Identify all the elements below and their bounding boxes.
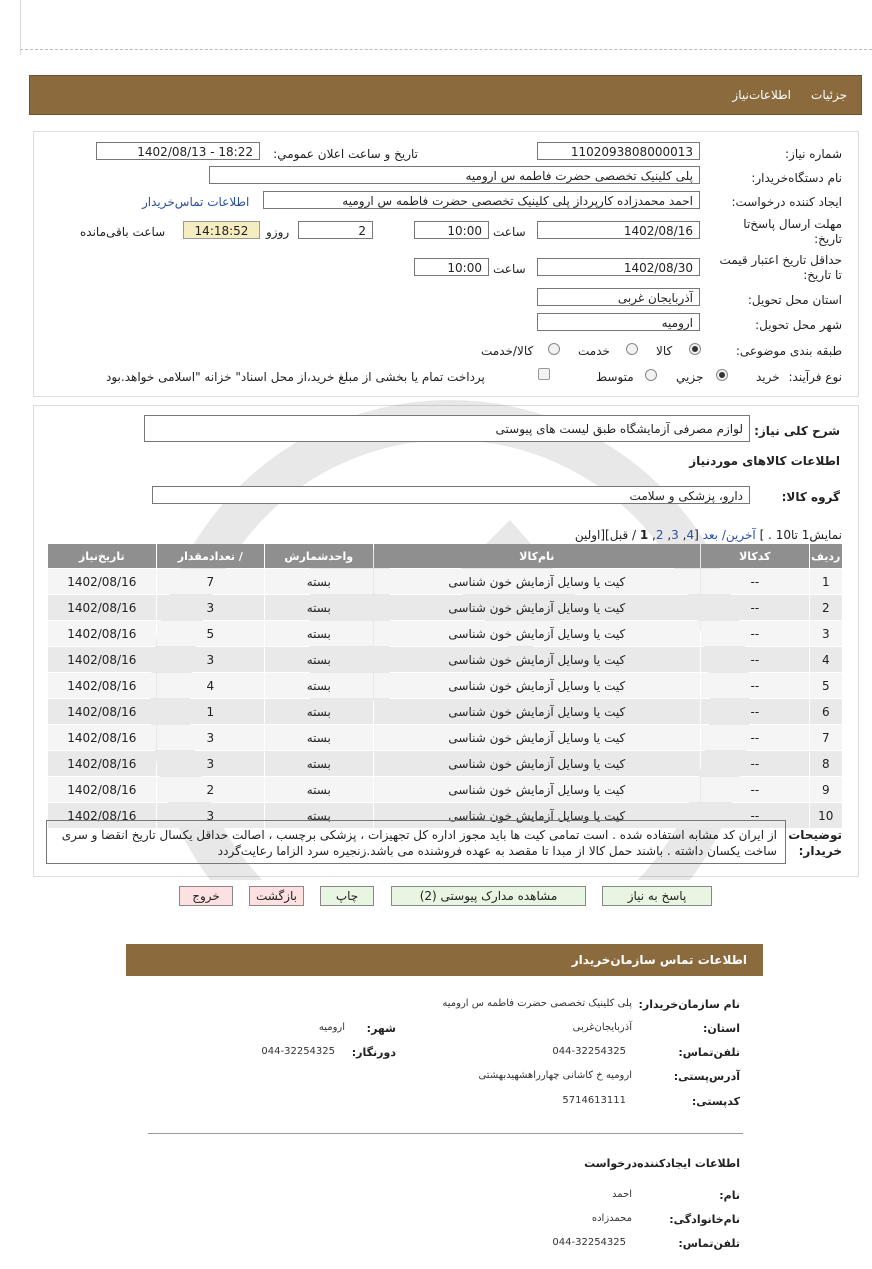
creator-field: احمد محمدزاده کارپرداز پلی کلینیک تخصصی حضرت فاطمه س ارومیه [263,191,700,209]
cell-unit: بسته [265,803,372,828]
day-label: روزو [266,225,290,239]
cell-date: 1402/08/16 [48,803,156,828]
notes-field: از ایران کد مشابه استفاده شده . است تمامی کیت ها باید مجوز اداره کل تجهیزات ، پزشکی برچسب ، اصالت حداقل یکسال تاریخ انقضا و سری ساخت یکسان داشته . باشند حمل کالا از مبدا تا مقصد به عهده فروشنده می باشد.زنجیره سرد الزاما رعایت‌گردد [46,820,786,864]
cell-unit: بسته [265,621,372,646]
category-label: طبقه بندی موضوعی: [735,344,842,358]
table-row [48,751,842,776]
reply-button[interactable]: پاسخ به نیاز [602,886,712,906]
contact-org: پلی کلینیک تخصصی حضرت فاطمه س ارومیه [442,998,632,1009]
cell-date: 1402/08/16 [48,569,156,594]
cell-row: 4 [810,647,842,672]
desc-field: لوازم مصرفی آزمایشگاه طبق لیست های پیوستی [144,415,750,442]
cell-date: 1402/08/16 [48,595,156,620]
table-row [48,647,842,672]
cell-unit: بسته [265,751,372,776]
validity-date-field: 1402/08/30 [537,258,700,276]
cell-row: 3 [810,621,842,646]
process-label: نوع فرآیند: [788,370,842,384]
contact-phone: 044-32254325 [552,1046,626,1057]
validity-label: حداقل تاریخ اعتبار قیمت تا تاریخ: [719,253,842,282]
cell-qty: 3 [157,595,264,620]
process-radio-medium[interactable] [645,369,657,381]
col-date: تاریخ‌نیاز [48,544,156,568]
pager-page-2[interactable]: 2 [655,528,664,542]
contact-fax: 044-32254325 [261,1046,335,1057]
province-label: استان محل تحویل: [747,293,842,307]
pager-current-page: 1 [639,528,649,542]
table-header-row [48,544,842,568]
creator-info-title: اطلاعات ایجادکننده‌درخواست [584,1157,740,1170]
creator-name: احمد [612,1189,632,1200]
process-option-medium: متوسط [596,370,634,384]
cell-qty: 3 [157,751,264,776]
creator-phone-label: تلفن‌تماس: [678,1237,740,1250]
creator-phone: 044-32254325 [552,1237,626,1248]
cell-row: 2 [810,595,842,620]
cell-name: کیت یا وسایل آزمایش خون شناسی [374,647,701,672]
col-name: نام‌کالا [374,544,701,568]
contact-address-label: آدرس‌پستی: [673,1070,740,1083]
cell-unit: بسته [265,647,372,672]
deadline-date-field: 1402/08/16 [537,221,700,239]
cell-unit: بسته [265,569,372,594]
cell-qty: 1 [157,699,264,724]
contact-divider [148,1133,743,1134]
process-radio-partial[interactable] [716,369,728,381]
buyer-contact-link[interactable]: اطلاعات تماس‌خریدار [142,195,250,209]
cell-qty: 7 [157,569,264,594]
cell-qty: 4 [157,673,264,698]
cell-qty: 3 [157,803,264,828]
pager-page-4[interactable]: 4 [686,528,695,542]
need-number-label: شماره نیاز: [785,147,842,161]
tab-need-info[interactable]: اطلاعات‌نیاز [732,88,791,102]
category-radio-service[interactable] [626,343,638,355]
cell-name: کیت یا وسایل آزمایش خون شناسی [374,777,701,802]
cell-unit: بسته [265,673,372,698]
contact-city: ارومیه [318,1022,345,1033]
col-unit: واحدشمارش [265,544,372,568]
table-row [48,673,842,698]
group-field: دارو، پزشکی و سلامت [152,486,750,504]
validity-time-field: 10:00 [414,258,489,276]
print-button[interactable]: چاپ [320,886,374,906]
cell-name: کیت یا وسایل آزمایش خون شناسی [374,803,701,828]
cell-code: -- [701,803,808,828]
deadline-label: مهلت ارسال پاسخ‌تا تاریخ: [743,217,842,246]
process-option-partial: جزیي [676,370,704,384]
category-option-goods: کالا [656,344,673,358]
remaining-timer: 14:18:52 [183,221,260,239]
cell-row: 7 [810,725,842,750]
view-documents-button[interactable]: مشاهده مدارک پیوستی (2) [391,886,586,906]
notes-label: توضیحات خریدار: [788,828,842,858]
announce-label: تاریخ و ساعت اعلان عمومي: [273,147,418,161]
contact-province: آذربایجان‌غربی [572,1022,632,1033]
col-qty: / تعدادمقدار [157,544,264,568]
category-radio-goods[interactable] [689,343,701,355]
table-row [48,621,842,646]
cell-date: 1402/08/16 [48,777,156,802]
table-row [48,595,842,620]
cell-code: -- [701,751,808,776]
pager-page-3[interactable]: 3 [671,528,679,542]
goods-table [47,543,843,829]
cell-name: کیت یا وسایل آزمایش خون شناسی [374,595,701,620]
cell-date: 1402/08/16 [48,647,156,672]
table-row [48,777,842,802]
creator-name-label: نام: [719,1189,740,1202]
cell-date: 1402/08/16 [48,621,156,646]
contact-province-label: استان: [703,1022,740,1035]
table-row [48,725,842,750]
pager: نمایش1 تا10 . ] آخرین/ بعد [4, 3, 2, 1 / قبل][اولین [574,528,842,542]
cell-date: 1402/08/16 [48,725,156,750]
contact-postal: 5714613111 [562,1095,626,1106]
cell-name: کیت یا وسایل آزمایش خون شناسی [374,725,701,750]
desc-label: شرح کلی نیاز: [754,424,840,438]
city-label: شهر محل تحویل: [755,318,842,332]
cell-code: -- [701,621,808,646]
cell-unit: بسته [265,725,372,750]
contact-header [126,944,763,976]
cell-unit: بسته [265,595,372,620]
cell-row: 1 [810,569,842,594]
left-border [20,0,21,55]
cell-code: -- [701,699,808,724]
category-option-service: خدمت [578,344,610,358]
category-radio-both[interactable] [548,343,560,355]
cell-qty: 5 [157,621,264,646]
cell-code: -- [701,777,808,802]
deadline-time-field: 10:00 [414,221,489,239]
cell-qty: 3 [157,647,264,672]
goods-info-title: اطلاعات کالاهای موردنیاز [689,454,840,468]
top-divider [20,49,872,50]
table-row [48,699,842,724]
days-field: 2 [298,221,373,239]
cell-code: -- [701,673,808,698]
cell-name: کیت یا وسایل آزمایش خون شناسی [374,673,701,698]
cell-qty: 2 [157,777,264,802]
remaining-label: ساعت باقی‌مانده [80,225,166,239]
cell-row: 10 [810,803,842,828]
col-row: ردیف [810,544,842,568]
cell-name: کیت یا وسایل آزمایش خون شناسی [374,699,701,724]
treasury-payment-checkbox[interactable] [538,368,550,380]
creator-family-label: نام‌خانوادگی: [669,1213,740,1226]
city-field: ارومیه [537,313,700,331]
cell-date: 1402/08/16 [48,751,156,776]
creator-label: ایجاد کننده درخواست: [731,195,842,209]
contact-city-label: شهر: [366,1022,396,1035]
buyer-org-field: پلی کلینیک تخصصی حضرت فاطمه س ارومیه [209,166,700,184]
cell-qty: 3 [157,725,264,750]
exit-button[interactable]: خروج [179,886,233,906]
pager-bracket-open: [ [694,528,699,542]
cell-code: -- [701,647,808,672]
announce-field: 1402/08/13 - 18:22 [96,142,260,160]
treasury-payment-note: پرداخت تمام یا بخشی از مبلغ خرید،از محل اسناد" خزانه "اسلامی خواهد.بود [106,370,485,384]
cell-name: کیت یا وسایل آزمایش خون شناسی [374,569,701,594]
pager-show: نمایش1 تا10 . ] [759,528,842,542]
cell-code: -- [701,725,808,750]
details-header [29,75,862,115]
col-code: کدکالا [701,544,808,568]
contact-title: اطلاعات تماس سازمان‌خریدار [571,953,747,967]
tab-details[interactable]: جزئیات [811,88,847,102]
cell-date: 1402/08/16 [48,699,156,724]
pager-last-next[interactable]: آخرین/ بعد [702,528,756,542]
category-option-both: کالا/خدمت [481,344,534,358]
cell-unit: بسته [265,699,372,724]
contact-postal-label: کدپستی: [691,1095,740,1108]
province-field: آذربایجان غربی [537,288,700,306]
contact-phone-label: تلفن‌تماس: [678,1046,740,1059]
cell-unit: بسته [265,777,372,802]
cell-row: 8 [810,751,842,776]
cell-name: کیت یا وسایل آزمایش خون شناسی [374,621,701,646]
cell-name: کیت یا وسایل آزمایش خون شناسی [374,751,701,776]
group-label: گروه کالا: [781,490,840,504]
contact-address: ارومیه خ کاشانی چهارراهشهیدبهشتی [478,1070,632,1081]
contact-org-label: نام سازمان‌خریدار: [638,998,740,1011]
process-option-purchase: خرید [756,370,780,384]
validity-hour-label: ساعت [493,262,526,276]
contact-fax-label: دورنگار: [351,1046,396,1059]
cell-code: -- [701,595,808,620]
back-button[interactable]: بازگشت [249,886,304,906]
cell-row: 6 [810,699,842,724]
goods-table-wrap [47,543,843,829]
pager-prev-first[interactable]: / قبل][اولین [574,528,637,542]
buyer-org-label: نام دستگاه‌خریدار: [751,171,842,185]
creator-family: محمدزاده [591,1213,632,1224]
deadline-hour-label: ساعت [493,225,526,239]
need-number-field: 1102093808000013 [537,142,700,160]
cell-code: -- [701,569,808,594]
cell-date: 1402/08/16 [48,673,156,698]
cell-row: 9 [810,777,842,802]
table-row [48,569,842,594]
cell-row: 5 [810,673,842,698]
